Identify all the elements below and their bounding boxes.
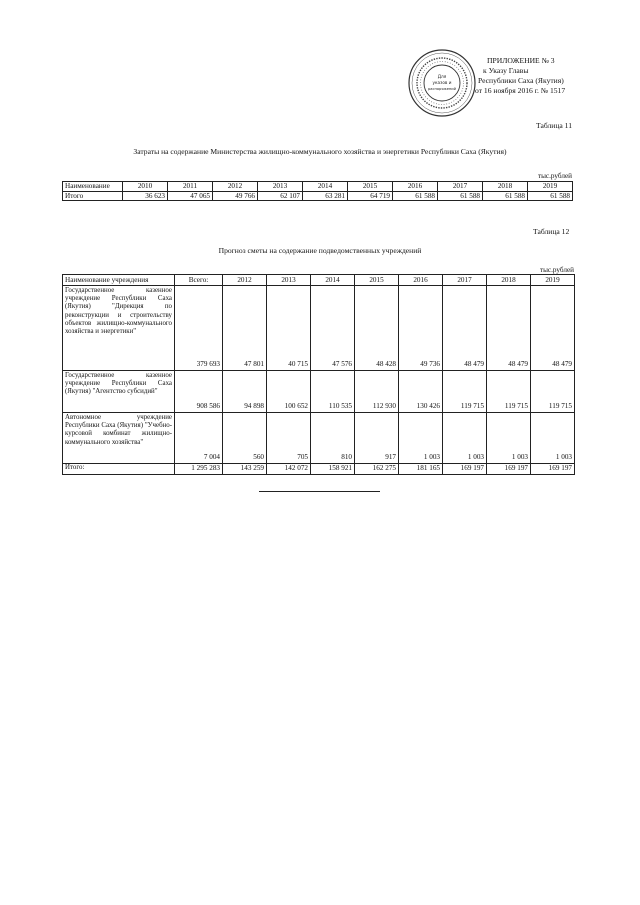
table12-year: 2016: [399, 275, 443, 286]
table12-year: 2014: [311, 275, 355, 286]
table11-year: 2012: [213, 182, 258, 192]
table12-row-name: Автономное учреждение Республики Саха (Якутия) "Учебно-курсовой комбинат жилищно-коммунального хозяйства": [63, 413, 175, 464]
table12-cell: 181 165: [399, 464, 443, 475]
table11-cell: 61 588: [393, 191, 438, 201]
table12-cell: 560: [223, 413, 267, 464]
table11-cell: 61 588: [438, 191, 483, 201]
table12: [62, 274, 575, 475]
table12-label: Таблица 12: [533, 227, 570, 236]
table12-cell: 7 004: [175, 413, 223, 464]
table12-header-name: Наименование учреждения: [63, 275, 175, 286]
table12-cell: 917: [355, 413, 399, 464]
table11-year: 2019: [528, 182, 573, 192]
appendix-header: [470, 56, 590, 96]
table12-row-name: Государственное казенное учреждение Республики Саха (Якутия) "Дирекция по реконструкции и строительству объектов жилищно-коммунального хозяйства и энергетики": [63, 286, 175, 371]
table12-year: 2017: [443, 275, 487, 286]
table12-cell: 49 736: [399, 286, 443, 371]
official-seal: [406, 47, 478, 119]
table12-cell: 48 428: [355, 286, 399, 371]
table12-cell: 100 652: [267, 371, 311, 413]
appendix-title: ПРИЛОЖЕНИЕ № 3: [487, 56, 555, 65]
table12-year: 2012: [223, 275, 267, 286]
table12-total-label: Итого:: [63, 464, 175, 475]
table11-year: 2011: [168, 182, 213, 192]
table11-year: 2015: [348, 182, 393, 192]
table12-cell: 1 003: [487, 413, 531, 464]
table12-cell: 1 003: [443, 413, 487, 464]
table11-cell: 61 588: [483, 191, 528, 201]
table12-year: 2015: [355, 275, 399, 286]
table11-label: Таблица 11: [536, 121, 572, 130]
table12-cell: 1 295 283: [175, 464, 223, 475]
table12-cell: 810: [311, 413, 355, 464]
table12-header-all: Всего:: [175, 275, 223, 286]
table11-year: 2010: [123, 182, 168, 192]
table11-total-row: [63, 191, 573, 201]
table12-cell: 169 197: [487, 464, 531, 475]
table12-cell: 169 197: [531, 464, 575, 475]
table12-header-row: [63, 275, 575, 286]
seal-text-1: Для: [437, 74, 447, 79]
table12-cell: 119 715: [531, 371, 575, 413]
seal-text-2: указов и: [432, 80, 452, 85]
table12-cell: 119 715: [443, 371, 487, 413]
table12-cell: 119 715: [487, 371, 531, 413]
table12-caption: Прогноз сметы на содержание подведомственных учреждений: [218, 246, 422, 255]
table11-cell: 49 766: [213, 191, 258, 201]
table11-year: 2016: [393, 182, 438, 192]
table11-cell: 64 719: [348, 191, 393, 201]
table12-cell: 162 275: [355, 464, 399, 475]
table12-cell: 40 715: [267, 286, 311, 371]
table12-cell: 110 535: [311, 371, 355, 413]
table11-year: 2017: [438, 182, 483, 192]
table11-cell: 63 281: [303, 191, 348, 201]
table11-units: тыс.рублей: [537, 172, 572, 180]
table12-row: [63, 286, 575, 371]
table12-cell: 1 003: [531, 413, 575, 464]
table12-cell: 158 921: [311, 464, 355, 475]
table11-header-row: [63, 182, 573, 192]
table12-year: 2018: [487, 275, 531, 286]
table12-cell: 48 479: [443, 286, 487, 371]
table12-year: 2019: [531, 275, 575, 286]
table12-cell: 1 003: [399, 413, 443, 464]
table12-cell: 908 586: [175, 371, 223, 413]
closing-rule: [259, 491, 380, 492]
table12-year: 2013: [267, 275, 311, 286]
seal-text-3: распоряжений: [428, 87, 456, 91]
table11-caption: Затраты на содержание Министерства жилищно-коммунального хозяйства и энергетики Республики Саха (Якутия): [133, 147, 507, 156]
table12-cell: 112 930: [355, 371, 399, 413]
table12-cell: 94 898: [223, 371, 267, 413]
table12-row-name: Государственное казенное учреждение Республики Саха (Якутия) "Агентство субсидий": [63, 371, 175, 413]
table12-cell: 169 197: [443, 464, 487, 475]
table12-cell: 143 259: [223, 464, 267, 475]
table12-cell: 47 801: [223, 286, 267, 371]
table12-cell: 142 072: [267, 464, 311, 475]
table12-row: [63, 413, 575, 464]
table11-cell: 62 107: [258, 191, 303, 201]
table12-cell: 705: [267, 413, 311, 464]
table11-year: 2014: [303, 182, 348, 192]
table12-cell: 48 479: [531, 286, 575, 371]
table11-header-name: Наименование: [63, 182, 123, 192]
appendix-republic: Республики Саха (Якутия): [478, 76, 564, 85]
table11-total-label: Итого: [63, 191, 123, 201]
table11-cell: 36 623: [123, 191, 168, 201]
table11: [62, 181, 573, 201]
table11-year: 2018: [483, 182, 528, 192]
table12-total-row: [63, 464, 575, 475]
table12-cell: 379 693: [175, 286, 223, 371]
table11-cell: 47 065: [168, 191, 213, 201]
appendix-decree: к Указу Главы: [483, 66, 529, 75]
table11-cell: 61 588: [528, 191, 573, 201]
table11-year: 2013: [258, 182, 303, 192]
table12-cell: 47 576: [311, 286, 355, 371]
table12-cell: 48 479: [487, 286, 531, 371]
appendix-date: от 16 ноября 2016 г. № 1517: [475, 86, 566, 95]
table12-row: [63, 371, 575, 413]
table12-units: тыс.рублей: [539, 266, 574, 274]
table12-cell: 130 426: [399, 371, 443, 413]
